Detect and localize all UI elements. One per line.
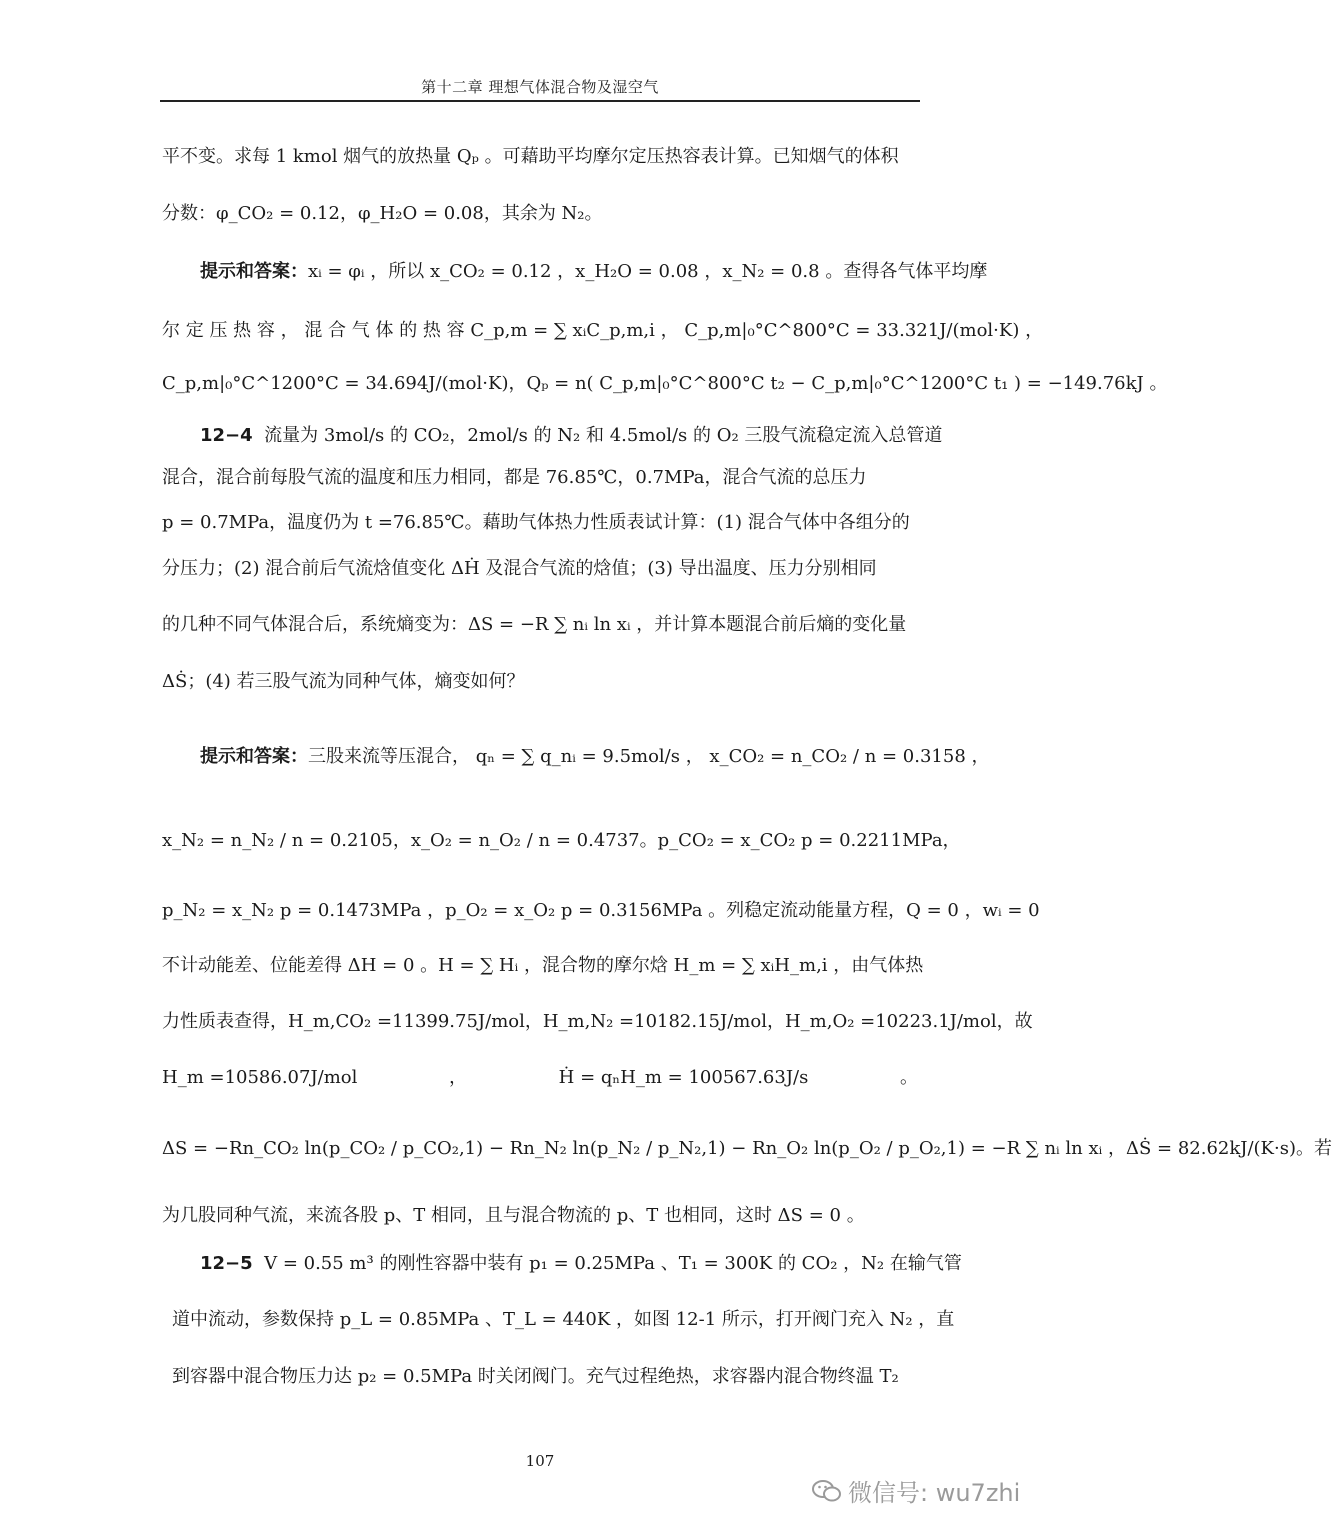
text-run: H_m =10586.07J/mol bbox=[162, 1067, 358, 1088]
page-number: 107 bbox=[525, 1452, 555, 1470]
text-run: x_O₂ = n_O₂ / n = 0.4737 bbox=[410, 830, 640, 851]
text-run: 流量为 3mol/s 的 CO₂，2mol/s 的 N₂ 和 4.5mol/s 的 O₂ 三股气流稳定流入总管道 bbox=[264, 425, 943, 446]
text-line: 力性质表查得，H_m,CO₂ =11399.75J/mol，H_m,N₂ =10182.15J/mol，H_m,O₂ =10223.1J/mol，故 bbox=[162, 1011, 1033, 1032]
text-line: p = 0.7MPa，温度仍为 t =76.85℃。藉助气体热力性质表试计算：(1) 混合气体中各组分的 bbox=[162, 512, 910, 533]
watermark bbox=[812, 1473, 1020, 1508]
text-line: 分数：φ_CO₂ = 0.12，φ_H₂O = 0.08，其余为 N₂。 bbox=[162, 203, 603, 224]
text-line: 分压力；(2) 混合前后气流焓值变化 ΔḢ 及混合气流的焓值；(3) 导出温度、压力分别相同 bbox=[162, 558, 877, 579]
text-run: V = 0.55 m³ 的刚性容器中装有 p₁ = 0.25MPa 、T₁ = 300K 的 CO₂ ，N₂ 在输气管 bbox=[264, 1253, 962, 1274]
text-run: xᵢ = φᵢ ，所以 x_CO₂ = 0.12 ，x_H₂O = 0.08 ，x_N₂ = 0.8 。查得各气体平均摩 bbox=[308, 261, 988, 282]
text-line: 的几种不同气体混合后，系统熵变为：ΔS = −R ∑ nᵢ ln xᵢ ，并计算本题混合前后熵的变化量 bbox=[162, 614, 907, 635]
text-run: ， bbox=[942, 830, 961, 851]
formula-line bbox=[162, 826, 961, 856]
text-run: 。 bbox=[639, 830, 658, 851]
header-rule bbox=[160, 100, 920, 102]
text-run: 三股来流等压混合， qₙ = ∑ q_nᵢ = 9.5mol/s ， x_CO₂ = n_CO₂ / n = 0.3158 ， bbox=[308, 746, 990, 767]
wechat-icon bbox=[812, 1479, 842, 1503]
formula-line: ΔS = −Rn_CO₂ ln(p_CO₂ / p_CO₂,1) − Rn_N₂ ln(p_N₂ / p_N₂,1) − Rn_O₂ ln(p_O₂ / p_O₂,1) = −R ∑ nᵢ ln xᵢ ，ΔṠ = 82.62kJ/(K·s)。若 bbox=[162, 1138, 1332, 1159]
text-line: 为几股同种气流，来流各股 p、T 相同，且与混合物流的 p、T 也相同，这时 ΔS = 0 。 bbox=[162, 1205, 865, 1226]
problem-line bbox=[200, 1249, 962, 1279]
formula-line: p_N₂ = x_N₂ p = 0.1473MPa ，p_O₂ = x_O₂ p = 0.3156MPa 。列稳定流动能量方程，Q = 0 ，wᵢ = 0 bbox=[162, 900, 1040, 921]
watermark-text: 微信号: wu7zhi bbox=[848, 1479, 1021, 1507]
text-line: 平不变。求每 1 kmol 烟气的放热量 Qₚ 。可藉助平均摩尔定压热容表计算。已知烟气的体积 bbox=[162, 146, 899, 167]
text-line: 混合，混合前每股气流的温度和压力相同，都是 76.85℃，0.7MPa，混合气流的总压力 bbox=[162, 467, 867, 488]
text-line: 到容器中混合物压力达 p₂ = 0.5MPa 时关闭阀门。充气过程绝热，求容器内混合物终温 T₂ bbox=[172, 1366, 899, 1387]
text-run: p_CO₂ = x_CO₂ p = 0.2211MPa bbox=[657, 830, 943, 851]
text-line: 不计动能差、位能差得 ΔH = 0 。H = ∑ Hᵢ ，混合物的摩尔焓 H_m = ∑ xᵢH_m,i ，由气体热 bbox=[162, 955, 924, 976]
text-run: 。 bbox=[899, 1067, 918, 1088]
text-line: ΔṠ；(4) 若三股气流为同种气体，熵变如何？ bbox=[162, 671, 525, 692]
text-run: x_N₂ = n_N₂ / n = 0.2105 bbox=[162, 830, 393, 851]
text-line: 道中流动，参数保持 p_L = 0.85MPa 、T_L = 440K ，如图 12-1 所示，打开阀门充入 N₂ ，直 bbox=[172, 1309, 955, 1330]
answer-line bbox=[200, 257, 988, 287]
problem-number: 12−4 bbox=[200, 425, 253, 446]
text-run: ， bbox=[392, 830, 411, 851]
answer-line bbox=[200, 742, 990, 772]
text-run: Ḣ = qₙH_m = 100567.63J/s bbox=[558, 1067, 809, 1088]
formula-line: C_p,m|₀°C^1200°C = 34.694J/(mol·K)，Qₚ = n( C_p,m|₀°C^800°C t₂ − C_p,m|₀°C^1200°C t₁ ) = −149.76kJ 。 bbox=[162, 373, 1168, 394]
text-run: ， bbox=[449, 1067, 468, 1088]
running-header: 第十二章 理想气体混合物及湿空气 bbox=[421, 78, 659, 96]
problem-number: 12−5 bbox=[200, 1253, 253, 1274]
answer-heading: 提示和答案： bbox=[200, 261, 308, 282]
answer-heading: 提示和答案： bbox=[200, 746, 308, 767]
formula-line: 尔 定 压 热 容 ， 混 合 气 体 的 热 容 C_p,m = ∑ xᵢC_p,m,i ， C_p,m|₀°C^800°C = 33.321J/(mol·K) ， bbox=[162, 320, 1044, 341]
problem-line bbox=[200, 421, 943, 451]
formula-line bbox=[162, 1063, 918, 1093]
